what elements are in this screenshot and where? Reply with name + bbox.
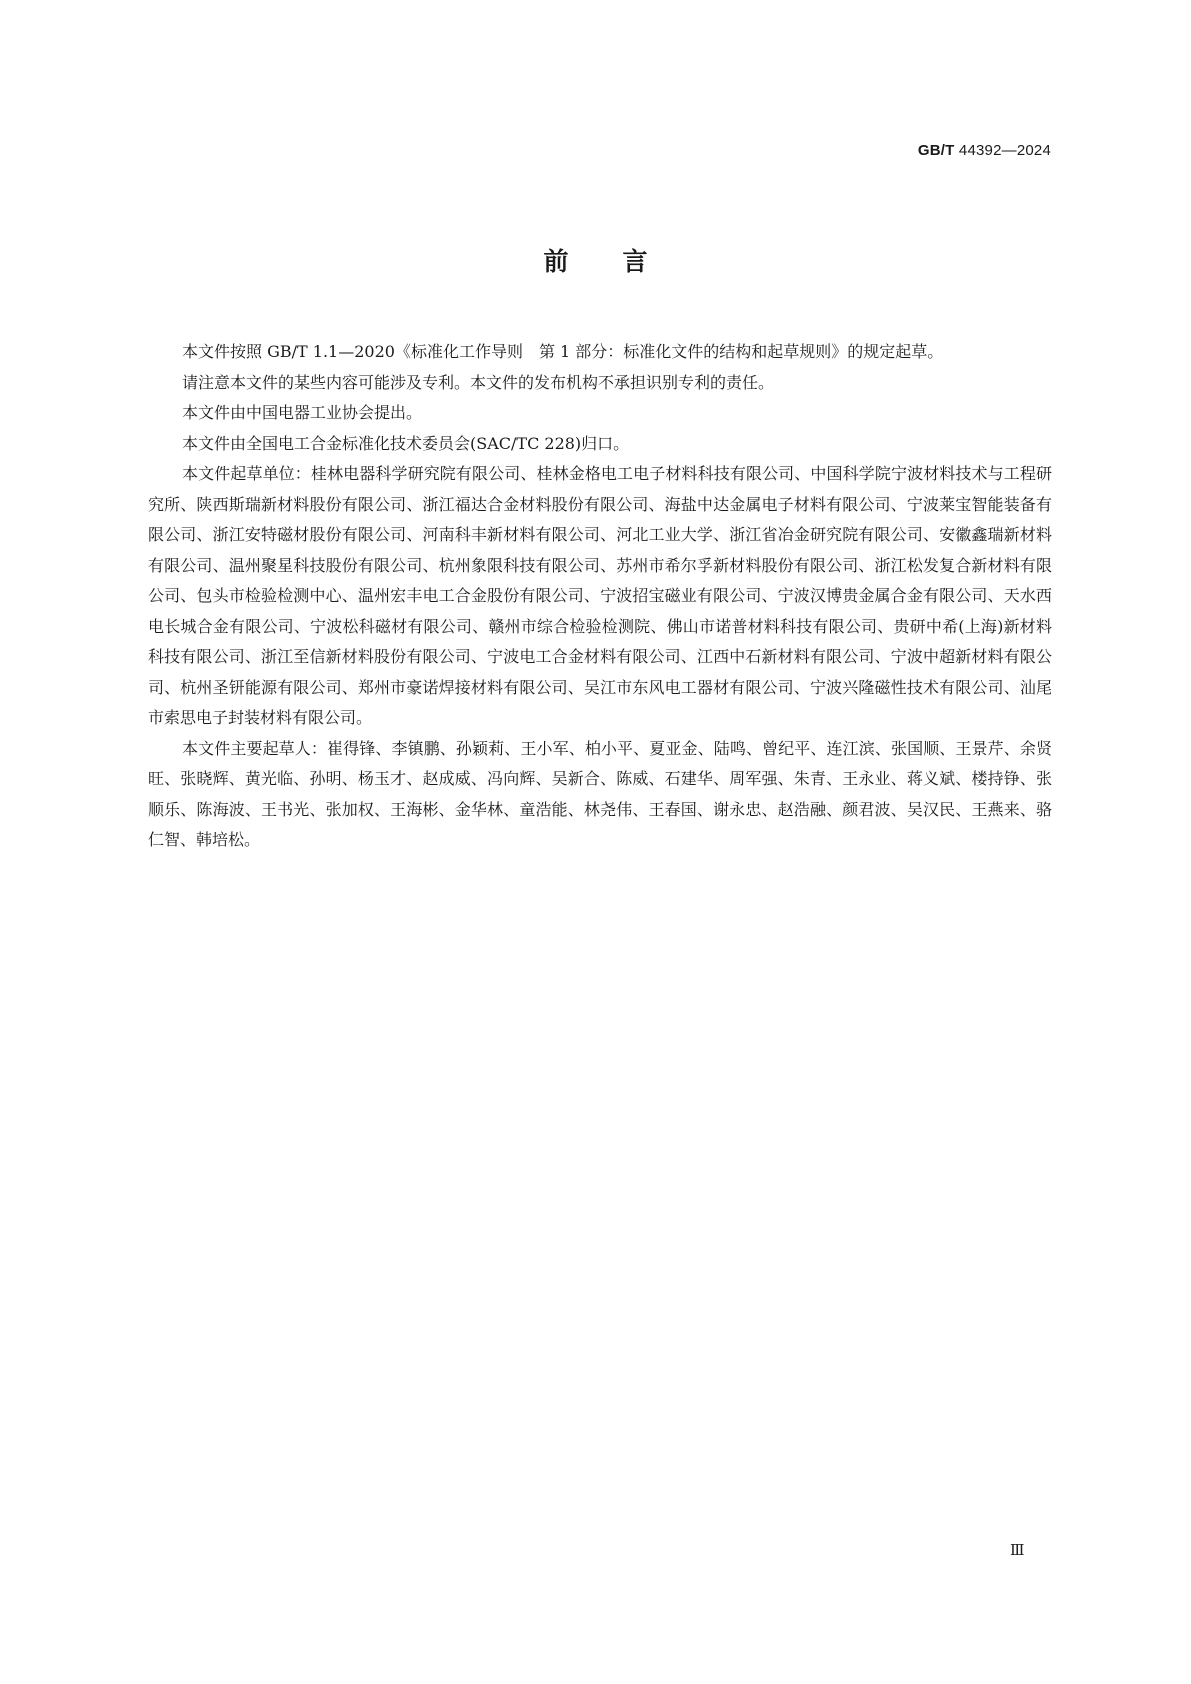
paragraph-administered-by: 本文件由全国电工合金标准化技术委员会(SAC/TC 228)归口。 <box>182 433 630 453</box>
document-code-prefix: GB/T <box>917 142 955 159</box>
paragraph-proposed-by: 本文件由中国电器工业协会提出。 <box>182 403 423 422</box>
paragraph-patent-notice: 请注意本文件的某些内容可能涉及专利。本文件的发布机构不承担识别专利的责任。 <box>182 372 775 392</box>
document-code-number: 44392—2024 <box>958 142 1051 159</box>
page-title: 前言 <box>543 247 702 276</box>
foreword-body <box>148 337 1052 856</box>
page-number: Ⅲ <box>1010 1541 1025 1559</box>
paragraph-drafting-rules: 本文件按照 GB/T 1.1—2020《标准化工作导则 第 1 部分：标准化文件的结构和起草规则》的规定起草。 <box>182 342 944 361</box>
paragraph-main-drafters: 本文件主要起草人：崔得锋、李镇鹏、孙颖莉、王小军、柏小平、夏亚金、陆鸣、曾纪平、连江滨、张国顺、王景芹、余贤旺、张晓辉、黄光临、孙明、杨玉才、赵成威、冯向辉、吴新合、陈威、石建华、周军强、朱青、王永业、蒋义斌、楼持铮、张顺乐、陈海波、王书光、张加权、王海彬、金华林、童浩能、林尧伟、王春国、谢永忠、赵浩融、颜君波、吴汉民、王燕来、骆仁智、韩培松。 <box>148 738 1052 849</box>
paragraph-drafting-organizations: 本文件起草单位：桂林电器科学研究院有限公司、桂林金格电工电子材料科技有限公司、中国科学院宁波材料技术与工程研究所、陕西斯瑞新材料股份有限公司、浙江福达合金材料股份有限公司、海盐中达金属电子材料有限公司、宁波莱宝智能装备有限公司、浙江安特磁材股份有限公司、河南科丰新材料有限公司、河北工业大学、浙江省冶金研究院有限公司、安徽鑫瑞新材料有限公司、温州聚星科技股份有限公司、杭州象限科技有限公司、苏州市希尔孚新材料股份有限公司、浙江松发复合新材料有限公司、包头市检验检测中心、温州宏丰电工合金股份有限公司、宁波招宝磁业有限公司、宁波汉博贵金属合金有限公司、天水西电长城合金有限公司、宁波松科磁材有限公司、赣州市综合检验检测院、佛山市诺普材料科技有限公司、贵研中希(上海)新材料科技有限公司、浙江至信新材料股份有限公司、宁波电工合金材料有限公司、江西中石新材料有限公司、宁波中超新材料有限公司、杭州圣钘能源有限公司、郑州市豪诺焊接材料有限公司、吴江市东风电工器材有限公司、宁波兴隆磁性技术有限公司、汕尾市索思电子封装材料有限公司。 <box>148 464 1052 727</box>
document-code <box>918 142 1051 159</box>
